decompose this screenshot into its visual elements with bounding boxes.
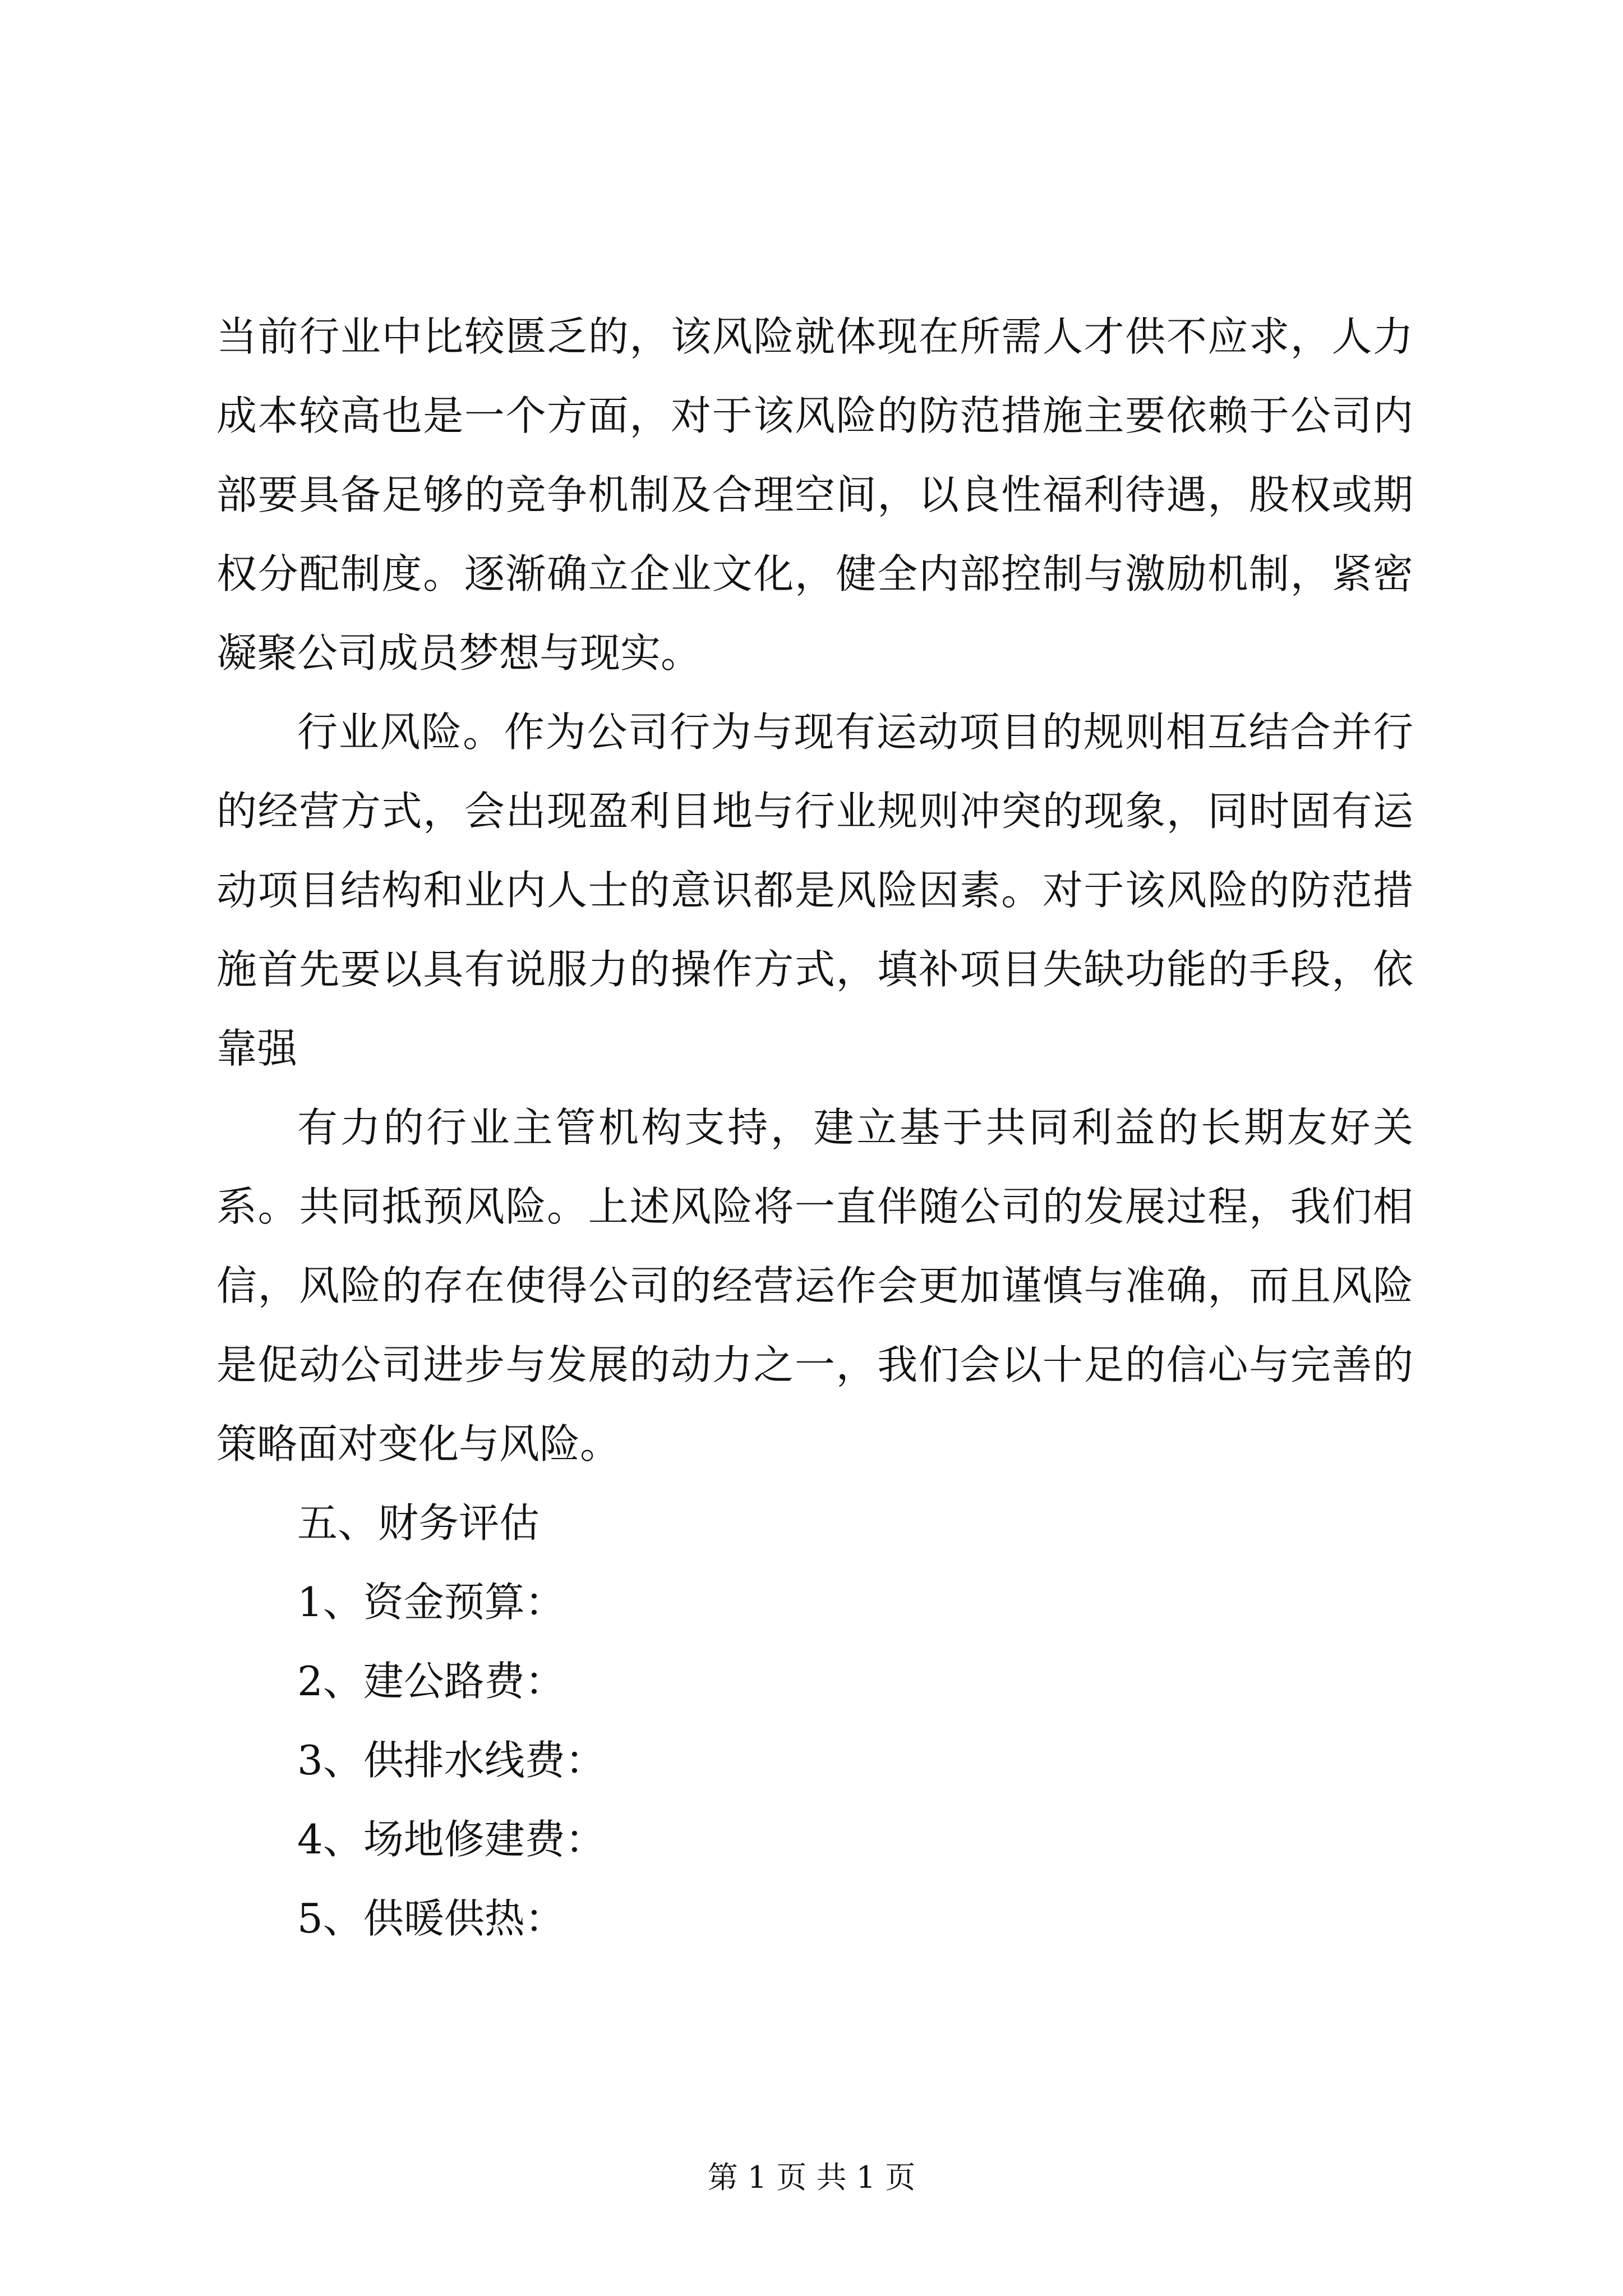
- list-item-heating: 5、供暖供热：: [297, 1895, 565, 1942]
- document-body: [216, 297, 1413, 1958]
- list-item-budget: 1、资金预算：: [297, 1579, 565, 1626]
- page-number-footer: 第 1 页 共 1 页: [707, 2160, 916, 2195]
- list-item-site-cost: 4、场地修建费：: [297, 1816, 606, 1863]
- paragraph-industry-risk: 行业风险。作为公司行为与现有运动项目的规则相互结合并行的经营方式，会出现盈利目地与行业规则冲突的现象，同时固有运动项目结构和业内人士的意识都是风险因素。对于该风险的防范措施首先要以具有说服力的操作方式，填补项目失缺功能的手段，依靠强: [216, 708, 1413, 1072]
- paragraph-risk-conclusion: 有力的行业主管机构支持，建立基于共同利益的长期友好关系。共同抵预风险。上述风险将一直伴随公司的发展过程，我们相信，风险的存在使得公司的经营运作会更加谨慎与准确，而且风险是促动公司进步与发展的动力之一，我们会以十足的信心与完善的策略面对变化与风险。: [216, 1104, 1413, 1467]
- list-item-road-cost: 2、建公路费：: [297, 1658, 565, 1705]
- section-heading-financial-assessment: 五、财务评估: [297, 1499, 540, 1547]
- paragraph-talent-risk: 当前行业中比较匮乏的，该风险就体现在所需人才供不应求，人力成本较高也是一个方面，对于该风险的防范措施主要依赖于公司内部要具备足够的竞争机制及合理空间，以良性福利待遇，股权或期权分配制度。逐渐确立企业文化，健全内部控制与激励机制，紧密凝聚公司成员梦想与现实。: [216, 313, 1413, 677]
- list-item-water-cost: 3、供排水线费：: [297, 1737, 606, 1784]
